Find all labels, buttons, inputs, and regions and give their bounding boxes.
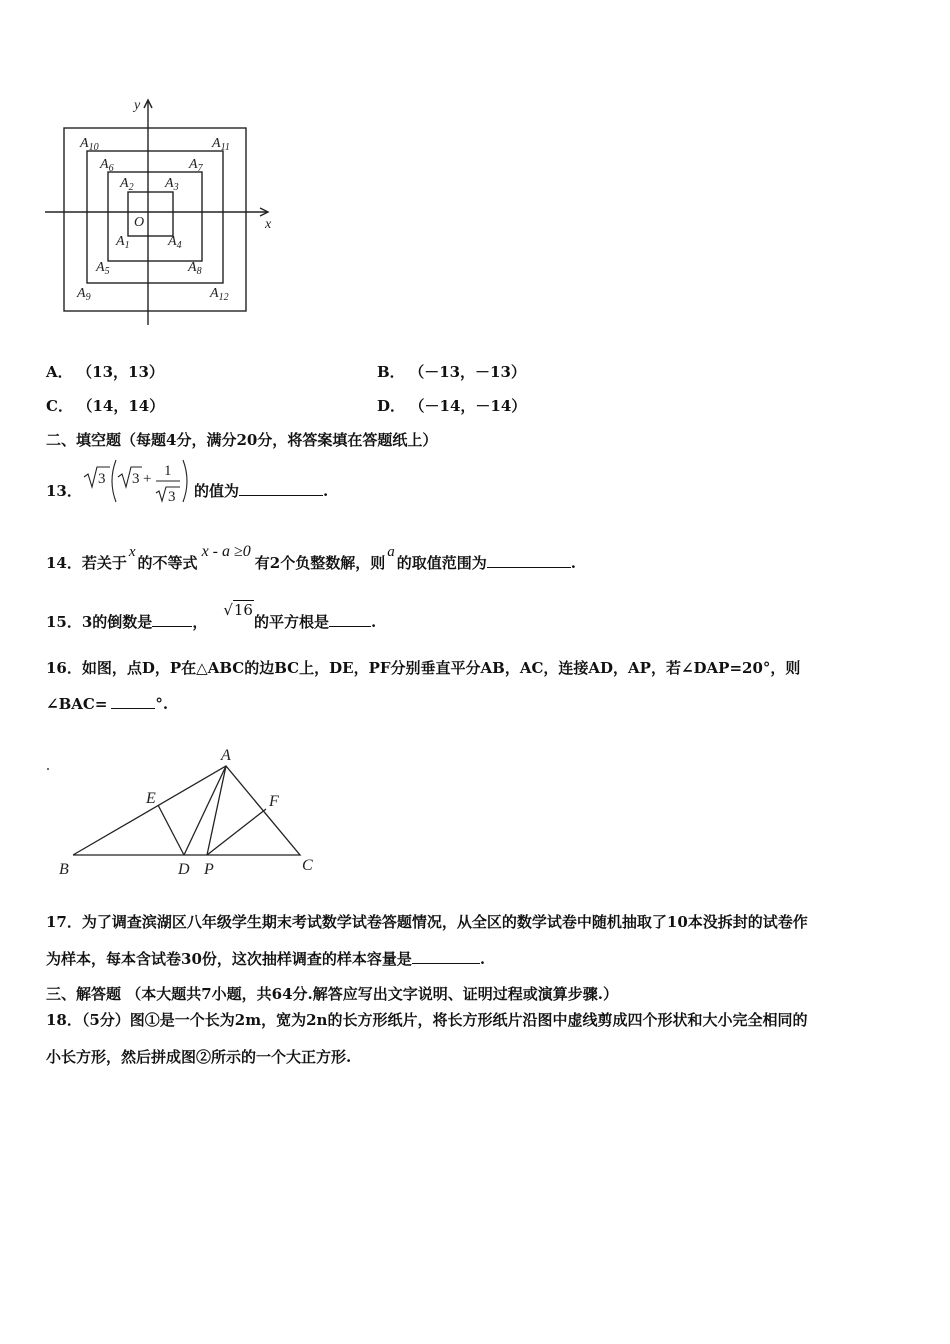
label-a6: $A_6$ [100, 157, 114, 174]
label-a7: $A_7$ [189, 157, 203, 174]
q13-radicand-2: 3 [132, 471, 140, 487]
segment-ed [158, 805, 184, 855]
answer-blank-17[interactable] [412, 949, 480, 964]
var-x: x [128, 544, 136, 560]
label-C: C [302, 857, 313, 874]
label-D: D [178, 861, 190, 878]
label-a9: $A_9$ [77, 286, 91, 303]
question-16-line-1: 16．如图，点D，P在△ABC的边BC上，DE，PF分别垂直平分AB，AC，连接AD，AP，若∠DAP=20°，则 [46, 659, 801, 677]
origin-label: O [134, 215, 145, 230]
question-17-line-2: 为样本，每本含试卷30份，这次抽样调查的样本容量是 . [46, 950, 486, 968]
label-A: A [221, 747, 231, 764]
label-a12: $A_{12}$ [210, 286, 229, 303]
x-axis-label: x [265, 217, 272, 232]
y-axis-label: y [134, 98, 141, 113]
inequality: x - a ≥0 [201, 543, 251, 560]
question-14: 14．若关于x的不等式x - a ≥0有2个负整数解，则a的取值范围为 . [46, 543, 576, 572]
question-15: 15．3的倒数是 ，√16的平方根是 . [46, 601, 377, 631]
label-a10: $A_{10}$ [80, 136, 99, 153]
q13-numerator: 1 [164, 463, 172, 479]
triangle-abc [73, 766, 300, 855]
question-13-text: 的值为 . [194, 482, 329, 500]
label-a4: $A_4$ [168, 234, 182, 251]
option-c: C． （14，14） [46, 397, 165, 415]
answer-blank-15a[interactable] [152, 612, 192, 627]
option-b: B． （－13，－13） [377, 363, 526, 381]
q13-plus: + [143, 471, 152, 487]
answer-blank-15b[interactable] [329, 612, 371, 627]
option-a: A． （13，13） [46, 363, 164, 381]
label-a5: $A_5$ [96, 260, 110, 277]
answer-blank-14[interactable] [487, 553, 571, 568]
answer-blank-13[interactable] [239, 481, 323, 496]
answer-blank-16[interactable] [111, 694, 155, 709]
question-17-line-1: 17．为了调查滨湖区八年级学生期末考试数学试卷答题情况，从全区的数学试卷中随机抽取了10本没拆封的试卷作 [46, 913, 808, 931]
label-a8: $A_8$ [188, 260, 202, 277]
section-2-heading: 二、填空题（每题4分，满分20分，将答案填在答题纸上） [46, 431, 438, 449]
label-a2: $A_2$ [120, 176, 134, 193]
triangle-figure [42, 742, 332, 880]
question-18-line-2: 小长方形，然后拼成图②所示的一个大正方形. [46, 1048, 352, 1066]
q13-radicand-3: 3 [168, 489, 176, 505]
section-3-heading: 三、解答题 （本大题共7小题，共64分.解答应写出文字说明、证明过程或演算步骤.） [46, 985, 618, 1003]
label-a1: $A_1$ [116, 234, 130, 251]
sqrt-16: √16 [223, 601, 253, 619]
question-16-line-2: ∠BAC= °. [46, 695, 169, 713]
label-a11: $A_{11}$ [212, 136, 230, 153]
option-d: D． （－14，－14） [377, 397, 527, 415]
label-E: E [146, 790, 156, 807]
var-a: a [387, 544, 395, 560]
question-13-expression [82, 455, 192, 507]
label-P: P [204, 861, 214, 878]
label-B: B [59, 861, 69, 878]
question-13-number: 13． [46, 482, 82, 500]
q13-radicand-1: 3 [98, 471, 106, 487]
segment-ad [184, 766, 226, 855]
question-18-line-1: 18．（5分）图①是一个长为2m，宽为2n的长方形纸片，将长方形纸片沿图中虚线剪成四个形状和大小完全相同的 [46, 1011, 808, 1029]
label-F: F [269, 793, 279, 810]
label-a3: $A_3$ [165, 176, 179, 193]
coordinate-squares-figure [40, 95, 285, 330]
